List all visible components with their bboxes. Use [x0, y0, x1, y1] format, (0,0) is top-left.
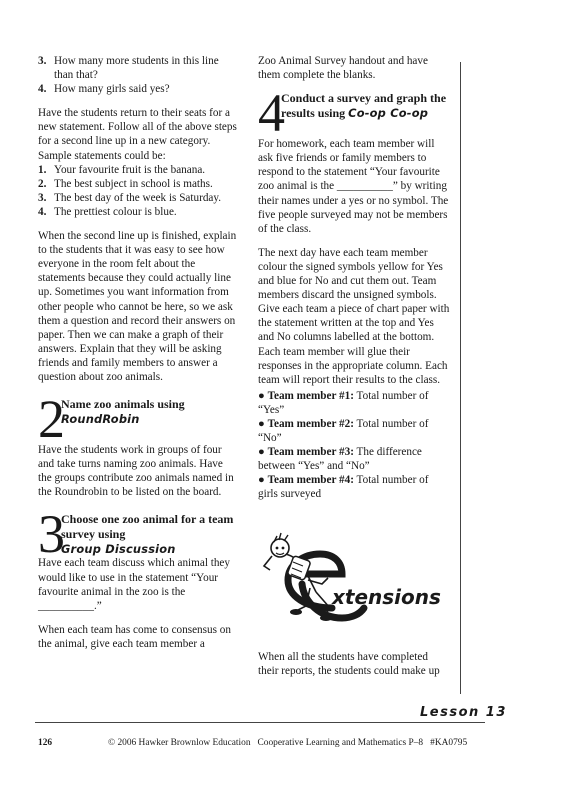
- step-3-text: Have each team discuss which animal they would like to use in the statement “Your favourite animal in the zoo is the __________.”: [38, 557, 230, 612]
- team-member-item: ● Team member #3: The difference between “Yes” and “No”: [258, 446, 422, 473]
- step-2-heading: [38, 389, 238, 450]
- extensions-heading: xtensions: [332, 585, 441, 609]
- list-item: 2. The best subject in school is maths.: [38, 177, 213, 190]
- page-number: 126: [38, 738, 53, 748]
- footer-rule: [35, 722, 485, 723]
- question-list: [38, 54, 238, 96]
- step-title: Conduct a survey and graph the results using: [281, 91, 447, 121]
- strategy-name: Group Discussion: [61, 542, 176, 557]
- paragraph-handout: Zoo Animal Survey handout and have them complete the blanks.: [258, 55, 428, 82]
- list-item: 1. Your favourite fruit is the banana.: [38, 163, 206, 176]
- paragraph-second-line-up: When the second line up is finished, explain to the students that it was easy to see how everyone in the room felt about the statements because they could actually line up. Sometimes you want information from other people who cannot be here, so we ask them a question and record their answers on paper. Then we can make a graph of their answers. Explain that they will be asking friends and family members to answer a question about zoo animals.: [38, 230, 237, 383]
- list-item: 4. The prettiest colour is blue.: [38, 205, 177, 218]
- paragraph-new-statement: Have the students return to their seats for a new statement. Follow all of the above steps for a second line up in a new category. Sample statements could be:: [38, 107, 237, 162]
- step-number: 4: [258, 83, 283, 144]
- column-divider: [460, 62, 461, 694]
- step-number: 2: [38, 389, 63, 450]
- list-item: 3. The best day of the week is Saturday.: [38, 191, 222, 204]
- team-member-item: ● Team member #2: Total number of “No”: [258, 417, 429, 445]
- left-column: [38, 54, 238, 661]
- step-4-heading: [258, 83, 450, 144]
- lesson-label: Lesson 13: [420, 705, 507, 720]
- team-member-item: ● Team member #1: Total number of “Yes”: [258, 389, 429, 416]
- list-item: 3. How many more students in this line than that?: [38, 55, 219, 82]
- extensions-text: When all the students have completed their reports, the students could make up: [258, 651, 440, 678]
- strategy-name: RoundRobin: [61, 412, 140, 427]
- right-column: [258, 54, 450, 502]
- step-title: Choose one zoo animal for a team survey using: [61, 512, 234, 542]
- team-member-item: ● Team member #4: Total number of girls surveyed: [258, 474, 429, 501]
- step-3-text-continued: When each team has come to consensus on the animal, give each team member a: [38, 623, 231, 650]
- step-number: 3: [38, 504, 63, 565]
- strategy-name: Co-op Co-op: [348, 106, 429, 121]
- list-item: 4. How many girls said yes?: [38, 83, 170, 96]
- sample-statements-list: [38, 163, 238, 219]
- step-4-text-continued: The next day have each team member colour the signed symbols yellow for Yes and blue for No and cut them out. Team members discard the unsigned symbols. Give each team a piece of chart paper with the statement written at the top and Yes and No columns labelled at the bottom. Each team member will glue their responses in the appropriate column. Each team will report their results to the class.: [258, 246, 450, 386]
- step-title: Name zoo animals using: [61, 397, 185, 412]
- step-2-text: Have the students work in groups of four and take turns naming zoo animals. Have the groups contribute zoo animals named in the Roundrobin to be listed on the board.: [38, 444, 234, 499]
- step-3-heading: [38, 504, 238, 565]
- copyright-line: © 2006 Hawker Brownlow Education Cooperative Learning and Mathematics P–8 #KA0795: [108, 738, 468, 748]
- step-4-text: For homework, each team member will ask five friends or family members to respond to the statement “Your favourite zoo animal is the __________” by writing their names under a yes or no symbol. The five people surveyed may not be members of the class.: [258, 138, 449, 235]
